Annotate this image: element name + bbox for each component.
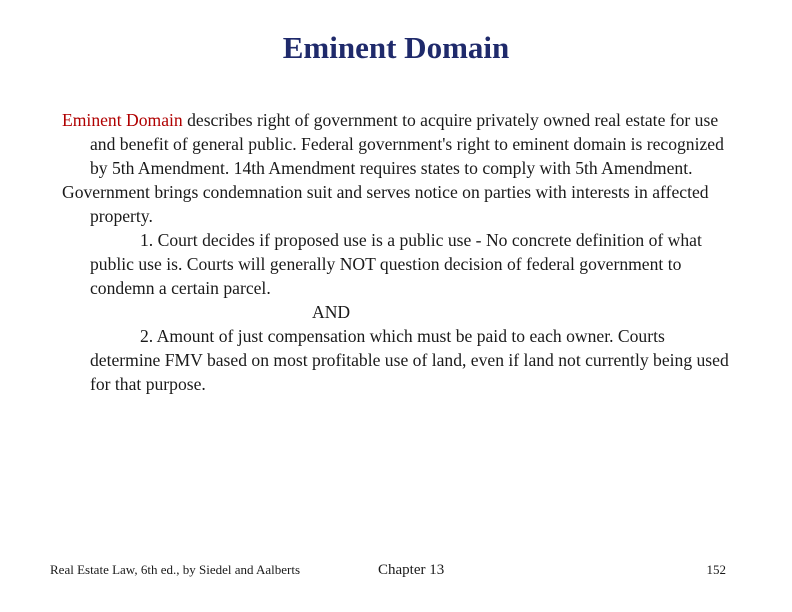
numbered-item-1: 1. Court decides if proposed use is a public use - No concrete definition of what public use is. Courts will generally NOT question decision of federal government to condemn a certain parcel. xyxy=(90,230,702,298)
footer-page-number: 152 xyxy=(706,562,726,577)
definition-paragraph xyxy=(62,108,732,180)
and-separator: AND xyxy=(312,302,351,322)
definition-text: describes right of government to acquire privately owned real estate for use and benefit of general public. Federal government's right to eminent domain is recognized by 5th Amendment. 14th Amendment requires states to comply with 5th Amendment. xyxy=(90,110,724,178)
footer-source: Real Estate Law, 6th ed., by Siedel and Aalberts xyxy=(50,562,301,577)
numbered-item-2: 2. Amount of just compensation which must be paid to each owner. Courts determine FMV based on most profitable use of land, even if land not currently being used for that purpose. xyxy=(90,326,729,394)
slide-title: Eminent Domain xyxy=(282,30,510,65)
condemnation-paragraph: Government brings condemnation suit and serves notice on parties with interests in affected property. xyxy=(62,182,709,226)
footer-chapter: Chapter 13 xyxy=(378,562,445,578)
slide-body xyxy=(62,108,732,396)
highlighted-term: Eminent Domain xyxy=(62,110,183,130)
